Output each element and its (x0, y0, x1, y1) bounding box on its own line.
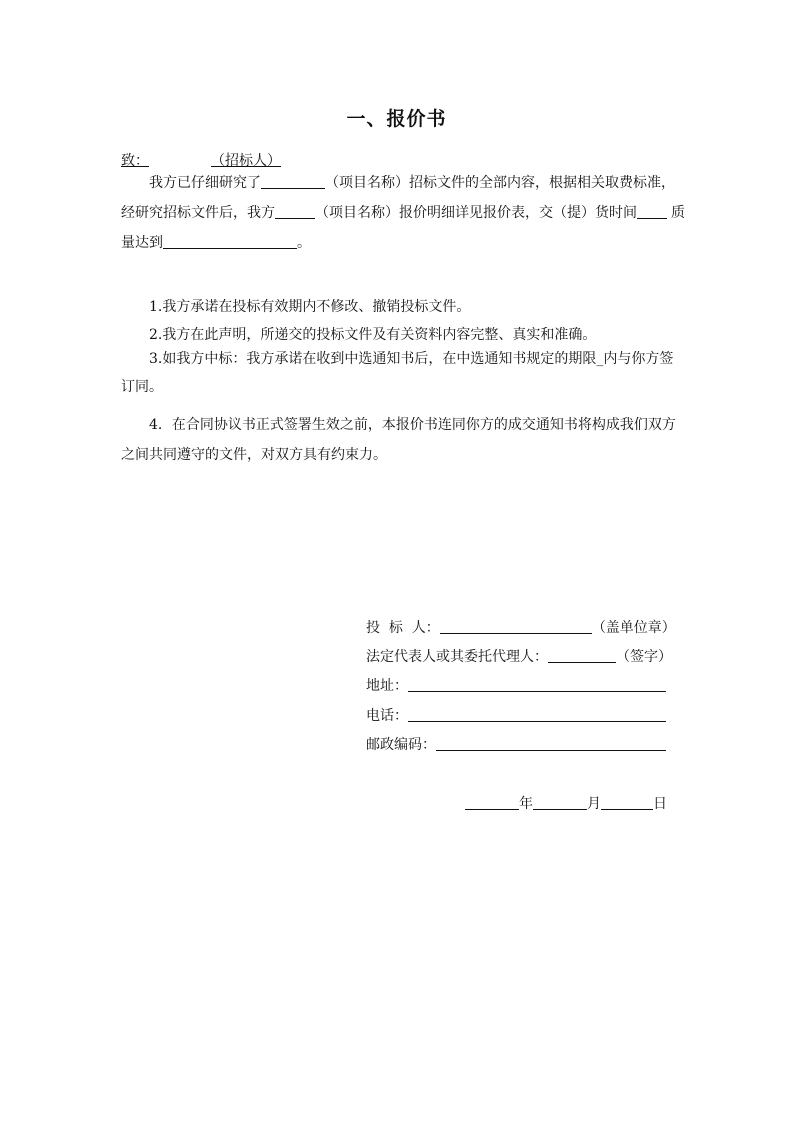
intro-text-3b: 。 (297, 235, 311, 251)
bidder-row (366, 617, 676, 637)
intro-paragraph (121, 168, 685, 258)
year-label: 年 (519, 796, 533, 812)
intro-line-3 (121, 228, 681, 258)
day-label: 日 (653, 796, 667, 812)
commitments-list (121, 292, 681, 470)
bidder-suffix: （盖单位章） (591, 620, 676, 636)
intro-text-2c: 质 (671, 205, 685, 221)
representative-row (366, 646, 672, 666)
bidder-label: 投 标 人： (366, 620, 440, 636)
representative-label: 法定代表人或其委托代理人： (366, 649, 548, 665)
address-label: 地址： (366, 678, 408, 694)
intro-line-1 (121, 168, 681, 198)
phone-field[interactable] (408, 707, 666, 722)
postcode-row (366, 734, 666, 754)
commitment-item-4-line-1: 4．在合同协议书正式签署生效之前，本报价书连同你方的成交通知书将构成我们双方 (149, 417, 676, 433)
project-name-blank-1[interactable] (261, 174, 325, 189)
day-field[interactable] (601, 795, 653, 810)
date-row (465, 793, 667, 813)
postcode-field[interactable] (436, 736, 666, 751)
intro-text-2b: （项目名称）报价明细详见报价表，交（提）货时间 (315, 205, 637, 221)
page-title: 一、报价书 (346, 108, 447, 130)
commitment-item-3-line-1: 3.如我方中标：我方承诺在收到中选通知书后，在中选通知书规定的期限_内与你方签 (149, 351, 674, 367)
recipient-role: （招标人） (211, 153, 281, 169)
month-field[interactable] (533, 795, 587, 810)
commitment-item-4-line-2: 之间共同遵守的文件，对双方具有约束力。 (121, 447, 387, 463)
commitment-item-2: 2.我方在此声明，所递交的投标文件及有关资料内容完整、真实和准确。 (149, 327, 597, 343)
intro-text-2a: 经研究招标文件后，我方 (121, 205, 275, 221)
recipient-prefix: 致： (121, 153, 149, 169)
quality-blank[interactable] (163, 234, 297, 249)
commitment-item-1: 1.我方承诺在投标有效期内不修改、撤销投标文件。 (149, 299, 471, 315)
intro-line-2 (121, 198, 685, 228)
recipient-line (121, 150, 281, 170)
month-label: 月 (587, 796, 601, 812)
address-row (366, 675, 666, 695)
phone-label: 电话： (366, 708, 408, 724)
delivery-time-blank[interactable] (637, 204, 667, 219)
representative-field[interactable] (548, 648, 616, 663)
bidder-field[interactable] (440, 619, 592, 634)
project-name-blank-2[interactable] (275, 204, 315, 219)
phone-row (366, 705, 666, 725)
representative-suffix: （签字） (616, 649, 672, 665)
year-field[interactable] (465, 795, 519, 810)
intro-text-1b: （项目名称）招标文件的全部内容，根据相关取费标准， (325, 175, 675, 191)
intro-text-1a: 我方已仔细研究了 (149, 175, 261, 191)
address-field[interactable] (408, 677, 666, 692)
intro-text-3a: 量达到 (121, 235, 163, 251)
postcode-label: 邮政编码： (366, 737, 436, 753)
recipient-underlined (121, 153, 281, 169)
commitment-item-3-line-2: 订同。 (121, 379, 163, 395)
